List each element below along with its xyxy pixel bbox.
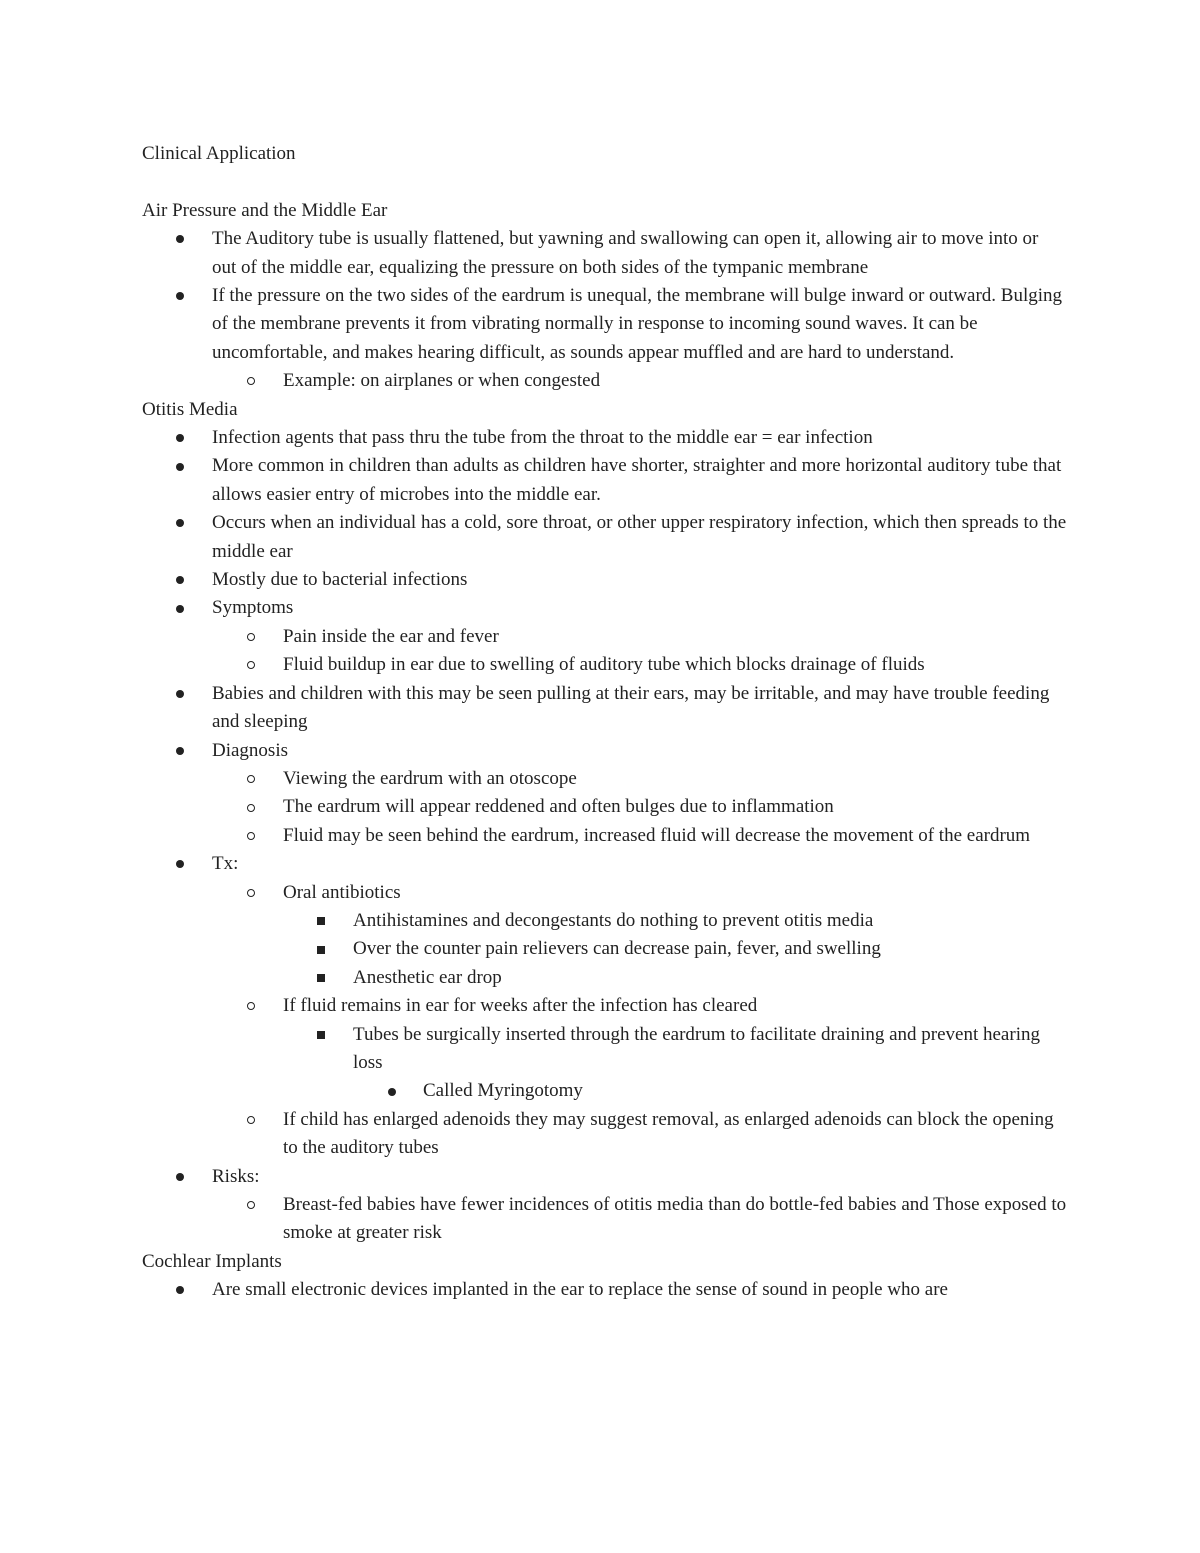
- list-item-text: More common in children than adults as children have shorter, straighter and more horizontal auditory tube that allows easier entry of microbes into the middle ear.: [212, 455, 1062, 505]
- bullet-disc-icon: [173, 594, 187, 622]
- list-item-text: Antihistamines and decongestants do nothing to prevent otitis media: [353, 909, 874, 931]
- list-item: [142, 907, 1067, 935]
- list-item: [142, 1106, 1067, 1163]
- list-item-text: Symptoms: [212, 597, 294, 619]
- bullet-disc-icon: [173, 566, 187, 594]
- list-item-text: Babies and children with this may be seen pulling at their ears, may be irritable, and may have trouble feeding and sleeping: [212, 682, 1050, 733]
- list-item-text: Occurs when an individual has a cold, sore throat, or other upper respiratory infection, which then spreads to the middle ear: [212, 512, 1067, 562]
- list-item-text: The Auditory tube is usually flattened, but yawning and swallowing can open it, allowing air to move into or out of the middle ear, equalizing the pressure on both sides of the tympanic membrane: [212, 228, 1039, 278]
- otitis-media-list: [142, 424, 1067, 1248]
- list-item-text: Infection agents that pass thru the tube from the throat to the middle ear = ear infection: [212, 427, 873, 449]
- bullet-square-icon: [314, 1021, 328, 1049]
- cochlear-implants-list: [142, 1276, 1067, 1304]
- list-item-text: Example: on airplanes or when congested: [283, 370, 601, 392]
- list-item: [142, 1077, 1067, 1105]
- list-item: [142, 765, 1067, 793]
- bullet-circle-icon: [244, 879, 258, 907]
- bullet-disc-icon: [173, 1163, 187, 1191]
- list-item-text: Tubes be surgically inserted through the eardrum to facilitate draining and prevent hearing loss: [353, 1023, 1040, 1073]
- bullet-circle-icon: [244, 1191, 258, 1219]
- list-item-text: The eardrum will appear reddened and often bulges due to inflammation: [283, 796, 834, 818]
- bullet-disc-icon: [173, 1276, 187, 1304]
- list-item: [142, 424, 1067, 452]
- list-item-text: Viewing the eardrum with an otoscope: [283, 767, 577, 789]
- bullet-square-icon: [314, 935, 328, 963]
- list-item: [142, 566, 1067, 594]
- list-item: [142, 793, 1067, 821]
- list-item: [142, 737, 1067, 765]
- list-item: [142, 1021, 1067, 1078]
- list-item-text: Pain inside the ear and fever: [283, 625, 499, 647]
- list-item: [142, 850, 1067, 878]
- list-item: [142, 594, 1067, 622]
- list-item: [142, 992, 1067, 1020]
- list-item: [142, 1276, 1067, 1304]
- bullet-circle-icon: [244, 765, 258, 793]
- list-item-text: Over the counter pain relievers can decrease pain, fever, and swelling: [353, 938, 881, 960]
- bullet-disc-icon: [173, 509, 187, 537]
- list-item: [142, 879, 1067, 907]
- bullet-circle-icon: [244, 651, 258, 679]
- bullet-disc-icon: [173, 737, 187, 765]
- bullet-disc-icon: [173, 225, 187, 253]
- list-item-text: Breast-fed babies have fewer incidences of otitis media than do bottle-fed babies and Those exposed to smoke at greater risk: [283, 1194, 1067, 1244]
- bullet-circle-icon: [244, 822, 258, 850]
- list-item-text: If child has enlarged adenoids they may suggest removal, as enlarged adenoids can block the opening to the auditory tubes: [283, 1108, 1054, 1159]
- list-item-text: Diagnosis: [212, 739, 288, 761]
- list-item: [142, 282, 1067, 367]
- list-item: [142, 1163, 1067, 1191]
- list-item: [142, 822, 1067, 850]
- section-heading-cochlear-implants: Cochlear Implants: [142, 1250, 282, 1272]
- bullet-disc-icon: [173, 680, 187, 708]
- bullet-circle-icon: [244, 992, 258, 1020]
- list-item: [142, 623, 1067, 651]
- list-item-text: Fluid buildup in ear due to swelling of auditory tube which blocks drainage of fluids: [283, 654, 925, 676]
- bullet-disc-icon: [173, 282, 187, 310]
- list-item-text: Are small electronic devices implanted in the ear to replace the sense of sound in people who are: [212, 1279, 948, 1301]
- list-item-text: If fluid remains in ear for weeks after the infection has cleared: [283, 995, 758, 1017]
- bullet-circle-icon: [244, 1106, 258, 1134]
- list-item-text: If the pressure on the two sides of the eardrum is unequal, the membrane will bulge inward or outward. Bulging of the membrane prevents it from vibrating normally in response to incoming sound waves. It can be uncomfortable, and makes hearing difficult, as sounds appear muffled and are hard to understand.: [212, 285, 1063, 363]
- document-title: Clinical Application: [142, 143, 296, 164]
- list-item-text: Tx:: [212, 853, 239, 875]
- list-item: [142, 680, 1067, 737]
- document-page: [142, 140, 1067, 1305]
- list-item-text: Oral antibiotics: [283, 881, 401, 903]
- list-item: [142, 935, 1067, 963]
- bullet-disc-icon: [173, 424, 187, 452]
- bullet-circle-icon: [244, 367, 258, 395]
- list-item: [142, 452, 1067, 509]
- bullet-disc-icon: [173, 452, 187, 480]
- list-item: [142, 225, 1067, 282]
- list-item: [142, 1191, 1067, 1248]
- section-heading-otitis-media: Otitis Media: [142, 398, 238, 420]
- list-item-text: Fluid may be seen behind the eardrum, increased fluid will decrease the movement of the eardrum: [283, 824, 1031, 846]
- bullet-square-icon: [314, 964, 328, 992]
- list-item: [142, 367, 1067, 395]
- bullet-circle-icon: [244, 623, 258, 651]
- bullet-disc-icon: [385, 1077, 399, 1105]
- list-item: [142, 964, 1067, 992]
- section-heading-air-pressure: Air Pressure and the Middle Ear: [142, 199, 388, 221]
- bullet-circle-icon: [244, 793, 258, 821]
- bullet-square-icon: [314, 907, 328, 935]
- list-item: [142, 509, 1067, 566]
- list-item-text: Called Myringotomy: [423, 1080, 583, 1102]
- bullet-disc-icon: [173, 850, 187, 878]
- blank-line: [142, 168, 1067, 196]
- list-item-text: Mostly due to bacterial infections: [212, 569, 468, 591]
- list-item: [142, 651, 1067, 679]
- list-item-text: Risks:: [212, 1165, 260, 1187]
- air-pressure-list: [142, 225, 1067, 395]
- list-item-text: Anesthetic ear drop: [353, 966, 502, 988]
